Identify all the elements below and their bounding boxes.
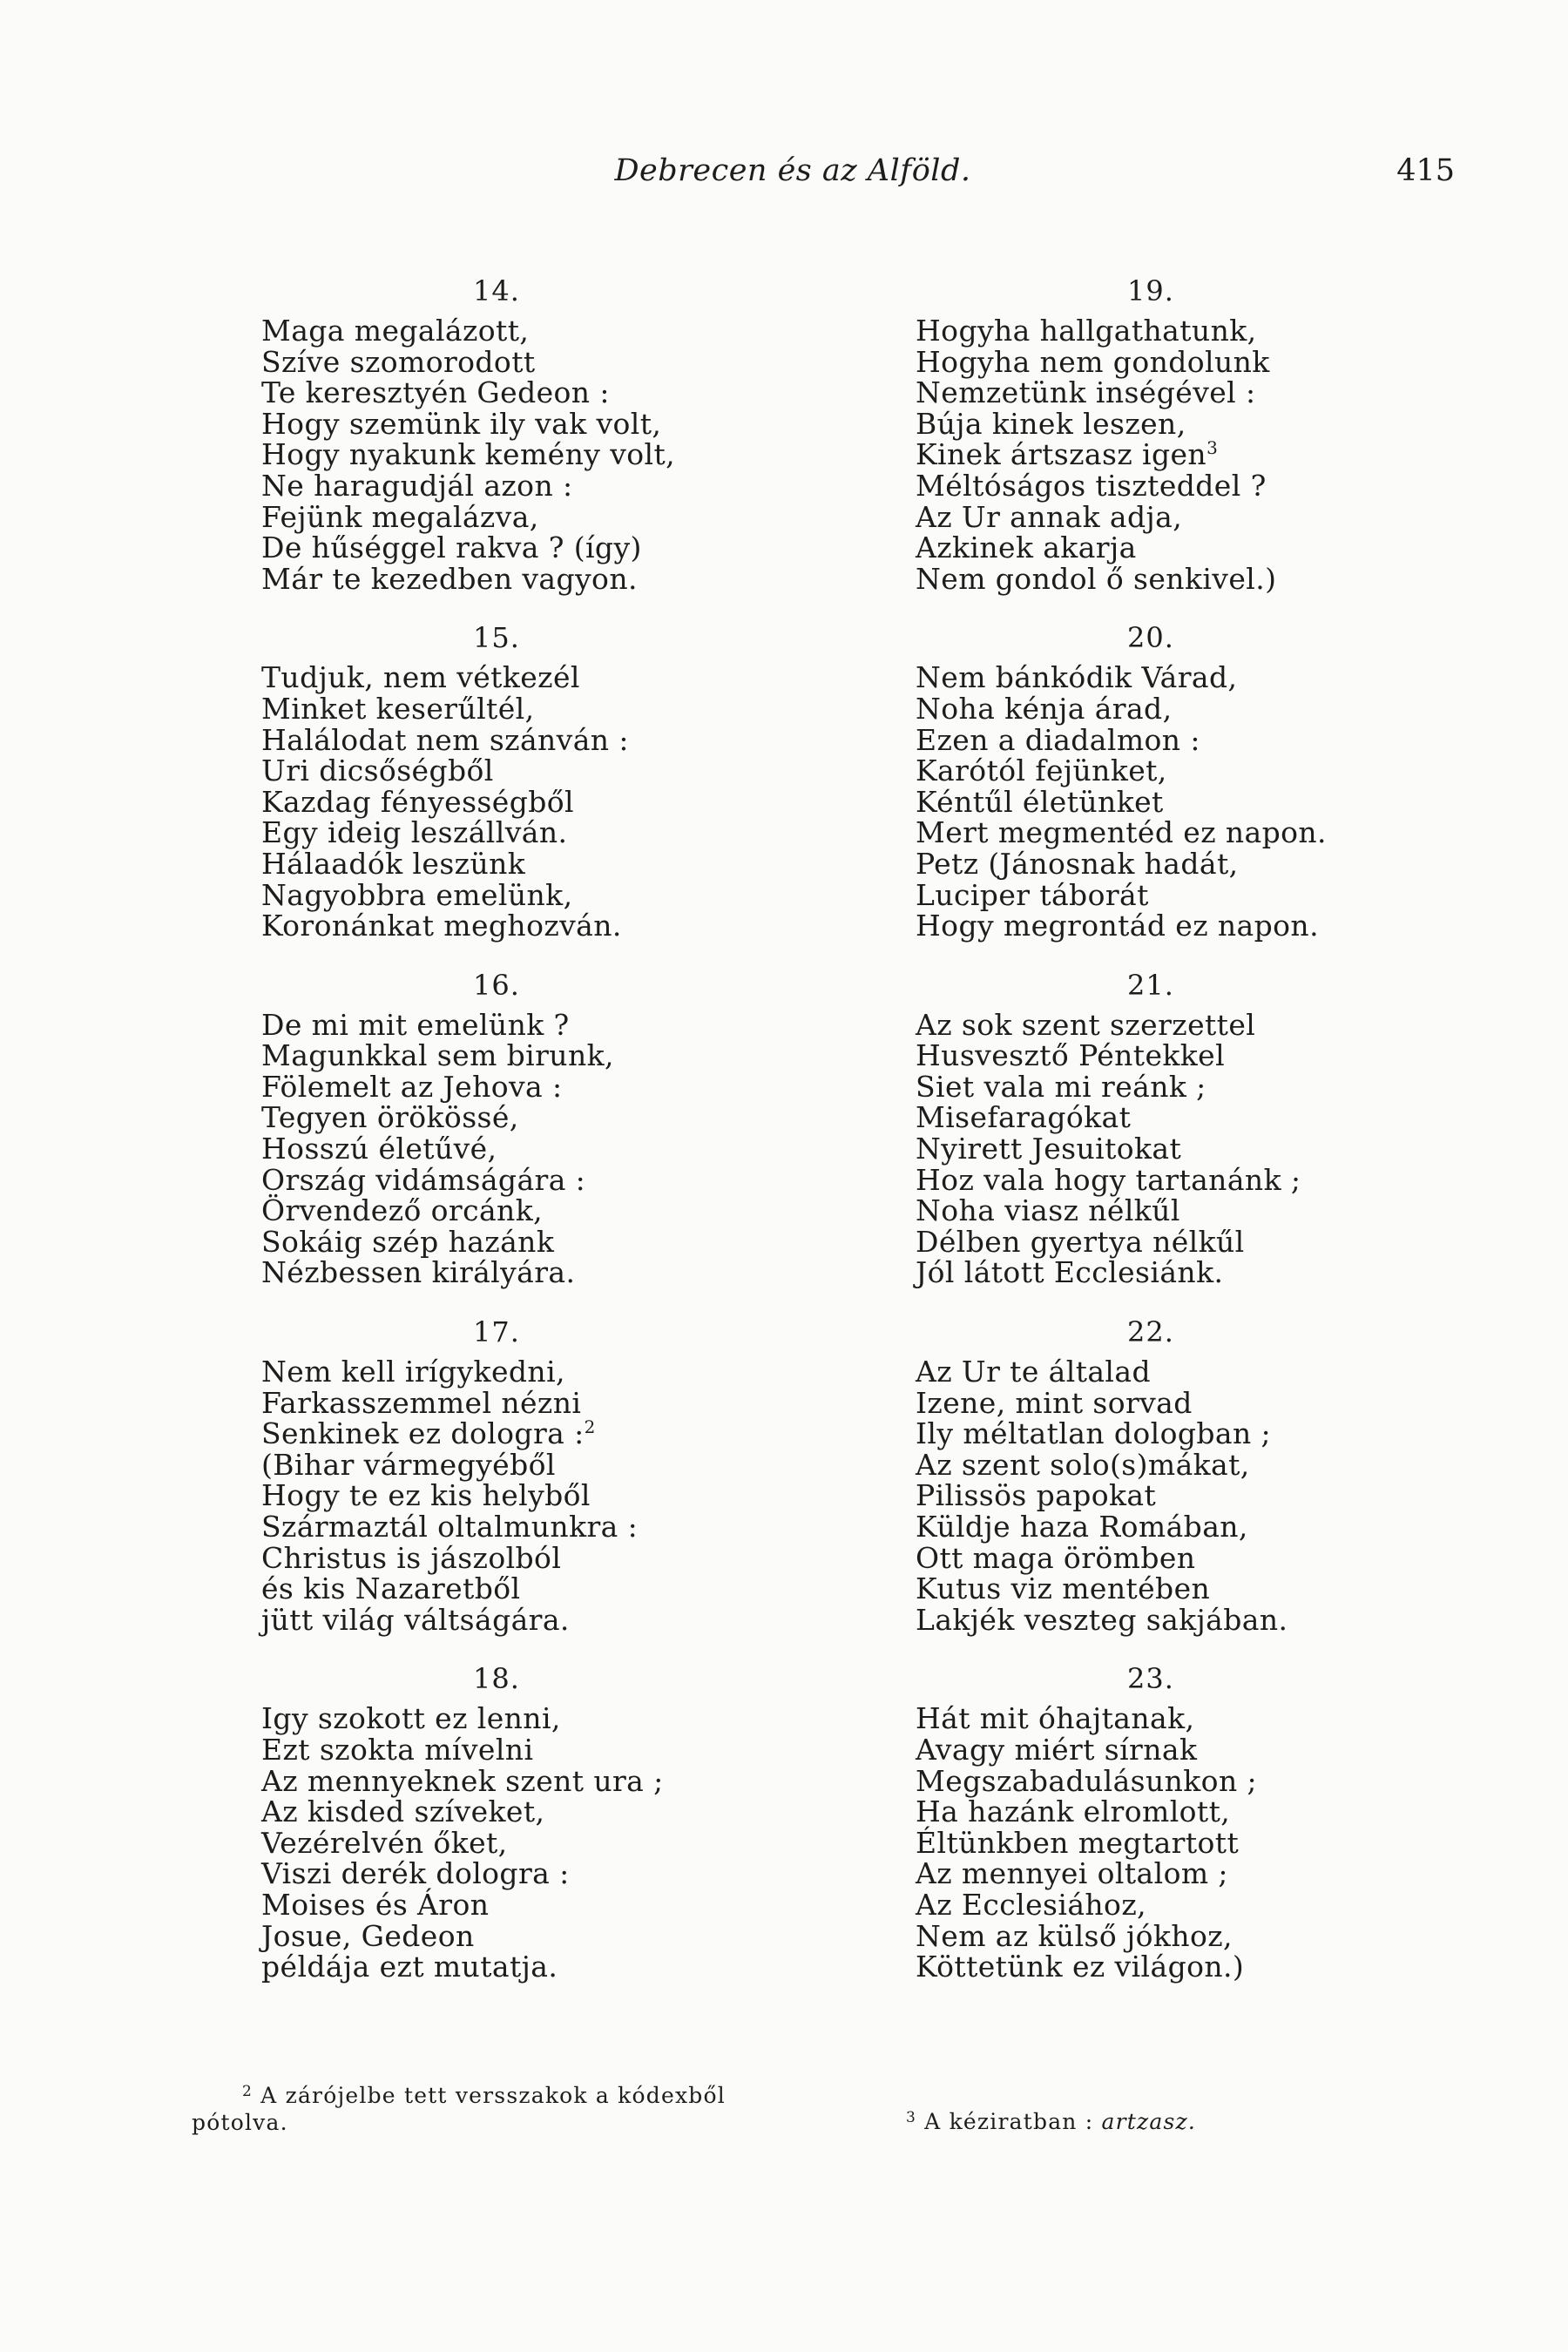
verse-line: [261, 1007, 732, 1042]
verse-line-text: Husvesztő Péntekkel: [916, 1038, 1226, 1073]
verse-line-text: Pilissös papokat: [916, 1478, 1157, 1513]
stanza-17: [261, 1315, 732, 1635]
verse-line-text: Nagyobbra emelünk,: [261, 877, 573, 912]
verse-line: [261, 1133, 732, 1165]
verse-line: [916, 1480, 1386, 1511]
verse-line: [261, 1540, 732, 1575]
verse-line-text: Hoz vala hogy tartanánk ;: [916, 1162, 1301, 1197]
verse-line-text: Maga megalázott,: [261, 314, 530, 348]
verse-line-text: Ha hazánk elromlott,: [916, 1794, 1231, 1829]
verse-line-text: Megszabadulásunkon ;: [916, 1763, 1258, 1798]
verse-line-text: Christus is jászolból: [261, 1540, 562, 1575]
verse-line: [916, 532, 1386, 564]
verse-line-text: Ily méltatlan dologban ;: [916, 1416, 1272, 1451]
footnote-reference: 2: [584, 1416, 596, 1438]
verse-line-text: Mert megmentéd ez napon.: [916, 815, 1327, 850]
verse-line: [261, 1162, 732, 1197]
verse-line: [916, 406, 1386, 441]
stanza-14: [261, 274, 732, 594]
verse-line-text: Koronánkat meghozván.: [261, 909, 622, 943]
verse-line-text: Hogyha hallgathatunk,: [916, 314, 1257, 348]
verse-line: [261, 1480, 732, 1511]
verse-line-text: Halálodat nem szánván :: [261, 722, 629, 757]
verse-line-text: Izene, mint sorvad: [916, 1385, 1193, 1420]
verse-line-text: jütt világ váltságára.: [261, 1602, 570, 1637]
verse-line-text: Fölemelt az Jehova :: [261, 1069, 563, 1104]
verse-line: [261, 470, 732, 502]
verse-line-text: Hogyha nem gondolunk: [916, 344, 1270, 379]
verse-line: [261, 910, 732, 942]
verse-line-text: Nem bánkódik Várad,: [916, 660, 1238, 695]
verse-line-text: Örvendező orcánk,: [261, 1193, 543, 1228]
verse-line: [261, 1195, 732, 1227]
verse-line: [916, 1071, 1386, 1103]
verse-line-text: Ezt szokta mívelni: [261, 1732, 534, 1767]
verse-line-text: és kis Nazaretből: [261, 1571, 521, 1606]
stanza-number: 20.: [1127, 621, 1174, 655]
verse-line: [261, 1918, 732, 1953]
verse-line: [916, 1257, 1386, 1288]
verse-line-text: Ország vidámságára :: [261, 1162, 586, 1197]
verse-line-text: Nézbessen királyára.: [261, 1255, 576, 1290]
verse-line: [261, 1763, 732, 1798]
verse-line: [261, 1703, 732, 1734]
verse-line-text: Az Ecclesiához,: [916, 1887, 1147, 1922]
verse-line: [261, 561, 732, 596]
verse-line: [261, 1447, 732, 1482]
verse-line-text: De hűséggel rakva ? (így): [261, 531, 642, 565]
stanza-19: [916, 274, 1386, 594]
verse-line-text: Búja kinek leszen,: [916, 406, 1186, 441]
verse-line-text: Siet vala mi reánk ;: [916, 1069, 1206, 1104]
verse-line: [261, 532, 732, 564]
footnote-reference: 3: [1206, 437, 1219, 459]
verse-line-text: Az mennyei oltalom ;: [916, 1856, 1228, 1891]
verse-line-text: Fejünk megalázva,: [261, 499, 539, 534]
page-number: 415: [1396, 153, 1455, 188]
footnote-3: [906, 2108, 1394, 2135]
verse-line-text: Nyirett Jesuitokat: [916, 1132, 1182, 1166]
stanza-23: [916, 1661, 1386, 1982]
verse-line: [916, 1447, 1386, 1482]
verse-line: [916, 1703, 1386, 1734]
verse-line: [261, 1734, 732, 1766]
verse-line: [261, 1040, 732, 1071]
stanza-number: 18.: [473, 1662, 520, 1696]
verse-line-text: Nem kell irígykedni,: [261, 1355, 565, 1389]
verse-line: [916, 1734, 1386, 1766]
verse-line: [261, 877, 732, 912]
stanza-16: [261, 968, 732, 1288]
verse-line-text: Vezérelvén őket,: [261, 1825, 508, 1860]
verse-line-text: Éltünkben megtartott: [916, 1825, 1240, 1860]
verse-line-text: Kutus viz mentében: [916, 1571, 1211, 1606]
stanza-number: 15.: [473, 621, 520, 655]
verse-line: [261, 1602, 732, 1637]
verse-line: [916, 848, 1386, 880]
verse-line: [261, 817, 732, 848]
verse-line: [916, 693, 1386, 725]
verse-line: [916, 1385, 1386, 1420]
verse-line: [916, 877, 1386, 912]
verse-line: [261, 784, 732, 819]
verse-line-text: Petz (Jánosnak hadát,: [916, 846, 1239, 881]
stanza-18: [261, 1661, 732, 1982]
verse-line-text: Hogy megrontád ez napon.: [916, 909, 1319, 943]
verse-line: [916, 910, 1386, 942]
verse-line-text: Hosszú életűvé,: [261, 1132, 497, 1166]
verse-line-text: Hát mit óhajtanak,: [916, 1701, 1195, 1736]
verse-line: [916, 470, 1386, 502]
verse-line-text: Délben gyertya nélkűl: [916, 1224, 1245, 1259]
verse-line-text: Minket keserűltél,: [261, 691, 535, 726]
verse-line-text: Farkasszemmel nézni: [261, 1385, 582, 1420]
verse-line-text: Moises és Áron: [261, 1887, 490, 1922]
verse-line: [261, 439, 732, 470]
verse-line-text: Nemzetünk inségével :: [916, 375, 1256, 410]
verse-line: [916, 561, 1386, 596]
verse-line-text: Már te kezedben vagyon.: [261, 561, 638, 596]
verse-line: [916, 315, 1386, 347]
verse-line: [916, 1602, 1386, 1637]
verse-line-text: Az Ur te általad: [916, 1355, 1151, 1389]
verse-line: [916, 1511, 1386, 1543]
verse-line-text: Jól látott Ecclesiánk.: [916, 1255, 1224, 1290]
footnote-text: A zárójelbe tett versszakok a kódexből: [253, 2083, 726, 2108]
verse-line-text: Kéntűl életünket: [916, 784, 1164, 819]
verse-line: [916, 1162, 1386, 1197]
verse-line: [916, 344, 1386, 379]
stanza-21: [916, 968, 1386, 1288]
verse-line-text: Karótól fejünket,: [916, 754, 1167, 788]
verse-line: [916, 1889, 1386, 1921]
stanza-number: 14.: [473, 274, 520, 308]
verse-line: [261, 1385, 732, 1420]
verse-line-text: Az mennyeknek szent ura ;: [261, 1763, 664, 1798]
verse-line: [916, 1040, 1386, 1071]
verse-line: [916, 1796, 1386, 1828]
verse-line-text: Nem gondol ő senkivel.): [916, 561, 1277, 596]
verse-line: [261, 662, 732, 693]
stanza-number: 19.: [1127, 274, 1174, 308]
verse-line: [261, 406, 732, 441]
verse-line: [916, 755, 1386, 787]
verse-line-text: Uri dicsőségből: [261, 754, 494, 788]
stanza-22: [916, 1315, 1386, 1635]
verse-line-text: Az Ur annak adja,: [916, 499, 1183, 534]
verse-line-text: Az sok szent szerzettel: [916, 1007, 1256, 1042]
footnote-italic-word: artzasz.: [1101, 2109, 1197, 2134]
verse-line-text: Josue, Gedeon: [261, 1918, 475, 1953]
verse-line-text: Hogy szemünk ily vak volt,: [261, 406, 662, 441]
verse-line: [261, 1511, 732, 1543]
verse-line: [261, 1102, 732, 1133]
verse-line-text: példája ezt mutatja.: [261, 1950, 558, 1984]
verse-line: [261, 1071, 732, 1103]
left-column: [261, 274, 732, 2009]
verse-line: [916, 1825, 1386, 1860]
verse-line-text: Nem az külső jókhoz,: [916, 1918, 1233, 1953]
verse-line: [261, 693, 732, 725]
verse-line-text: Tudjuk, nem vétkezél: [261, 660, 580, 695]
verse-line-text: Avagy miért sírnak: [916, 1732, 1198, 1767]
verse-line-text: Küldje haza Romában,: [916, 1510, 1248, 1544]
verse-line-text: Magunkkal sem birunk,: [261, 1038, 614, 1073]
verse-line: [916, 784, 1386, 819]
verse-line-text: Viszi derék dologra :: [261, 1856, 570, 1891]
verse-line-text: Hálaadók leszünk: [261, 846, 526, 881]
running-title: Debrecen és az Alföld.: [614, 153, 971, 188]
verse-line: [916, 1007, 1386, 1042]
verse-line-text: Ezen a diadalmon :: [916, 722, 1200, 757]
verse-line: [916, 1224, 1386, 1259]
verse-line-text: Luciper táborát: [916, 877, 1149, 912]
stanza-20: [916, 620, 1386, 941]
verse-line: [261, 499, 732, 534]
verse-line: [916, 499, 1386, 534]
stanza-number: 22.: [1127, 1315, 1174, 1349]
footnote-marker: 3: [906, 2109, 917, 2126]
verse-line-text: Igy szokott ez lenni,: [261, 1701, 561, 1736]
verse-line-text: Származtál oltalmunkra :: [261, 1510, 639, 1544]
footnote-marker: 2: [242, 2083, 253, 2100]
verse-line: [261, 1889, 732, 1921]
verse-line: [261, 1951, 732, 1983]
verse-line-text: Egy ideig leszállván.: [261, 815, 568, 850]
right-column: [916, 274, 1386, 2009]
verse-line: [261, 722, 732, 757]
verse-line: [916, 1195, 1386, 1227]
footnote-text: A kéziratban :: [916, 2109, 1102, 2134]
verse-line: [261, 1418, 732, 1450]
verse-line: [916, 1918, 1386, 1953]
verse-line: [916, 722, 1386, 757]
stanza-number: 17.: [473, 1315, 520, 1349]
verse-line-text: Te keresztyén Gedeon :: [261, 375, 610, 410]
verse-line-text: Köttetünk ez világon.): [916, 1950, 1245, 1984]
verse-line: [261, 1257, 732, 1288]
verse-line: [916, 1573, 1386, 1605]
verse-line-text: Sokáig szép hazánk: [261, 1224, 555, 1259]
verse-line-text: (Bihar vármegyéből: [261, 1447, 556, 1482]
verse-line: [916, 1102, 1386, 1133]
stanza-number: 21.: [1127, 968, 1174, 1002]
verse-line: [261, 344, 732, 379]
verse-line-text: Misefaragókat: [916, 1100, 1132, 1135]
verse-line-text: Kazdag fényességből: [261, 784, 574, 819]
verse-line: [261, 1858, 732, 1889]
verse-line: [261, 1573, 732, 1605]
verse-line: [261, 1224, 732, 1259]
stanza-15: [261, 620, 732, 941]
verse-line-text: Noha kénja árad,: [916, 691, 1173, 726]
verse-line-text: Hogy te ez kis helyből: [261, 1478, 591, 1513]
verse-line: [916, 1133, 1386, 1165]
verse-line-text: Az kisded szíveket,: [261, 1794, 545, 1829]
verse-line: [261, 848, 732, 880]
verse-line-text: Szíve szomorodott: [261, 344, 536, 379]
verse-line-text: Ott maga örömben: [916, 1540, 1196, 1575]
verse-line: [916, 662, 1386, 693]
verse-line-text: Tegyen örökössé,: [261, 1100, 519, 1135]
verse-line: [916, 439, 1386, 470]
verse-line-text: Azkinek akarja: [916, 531, 1137, 565]
verse-line: [916, 1540, 1386, 1575]
verse-line: [261, 1796, 732, 1828]
verse-line: [916, 1418, 1386, 1450]
verse-line: [261, 315, 732, 347]
verse-line-text: Az szent solo(s)mákat,: [916, 1447, 1250, 1482]
verse-line-text: Hogy nyakunk kemény volt,: [261, 437, 676, 472]
verse-line: [916, 377, 1386, 409]
verse-line: [916, 1763, 1386, 1798]
verse-line-text: De mi mit emelünk ?: [261, 1007, 570, 1042]
stanza-number: 16.: [473, 968, 520, 1002]
footnote-text-continued: pótolva.: [192, 2110, 288, 2135]
stanza-number: 23.: [1127, 1662, 1174, 1696]
verse-line-text: Senkinek ez dologra :: [261, 1416, 585, 1451]
footnote-2: [192, 2082, 828, 2136]
verse-line-text: Méltóságos tiszteddel ?: [916, 468, 1267, 503]
verse-line: [261, 377, 732, 409]
verse-line: [916, 1858, 1386, 1889]
verse-line: [261, 755, 732, 787]
verse-line-text: Kinek ártszasz igen: [916, 437, 1207, 472]
verse-line: [916, 817, 1386, 848]
verse-line: [916, 1951, 1386, 1983]
verse-line: [261, 1825, 732, 1860]
verse-line-text: Ne haragudjál azon :: [261, 468, 573, 503]
verse-line-text: Noha viasz nélkűl: [916, 1193, 1180, 1228]
verse-line-text: Lakjék veszteg sakjában.: [916, 1602, 1288, 1637]
verse-line: [261, 1356, 732, 1388]
verse-line: [916, 1356, 1386, 1388]
